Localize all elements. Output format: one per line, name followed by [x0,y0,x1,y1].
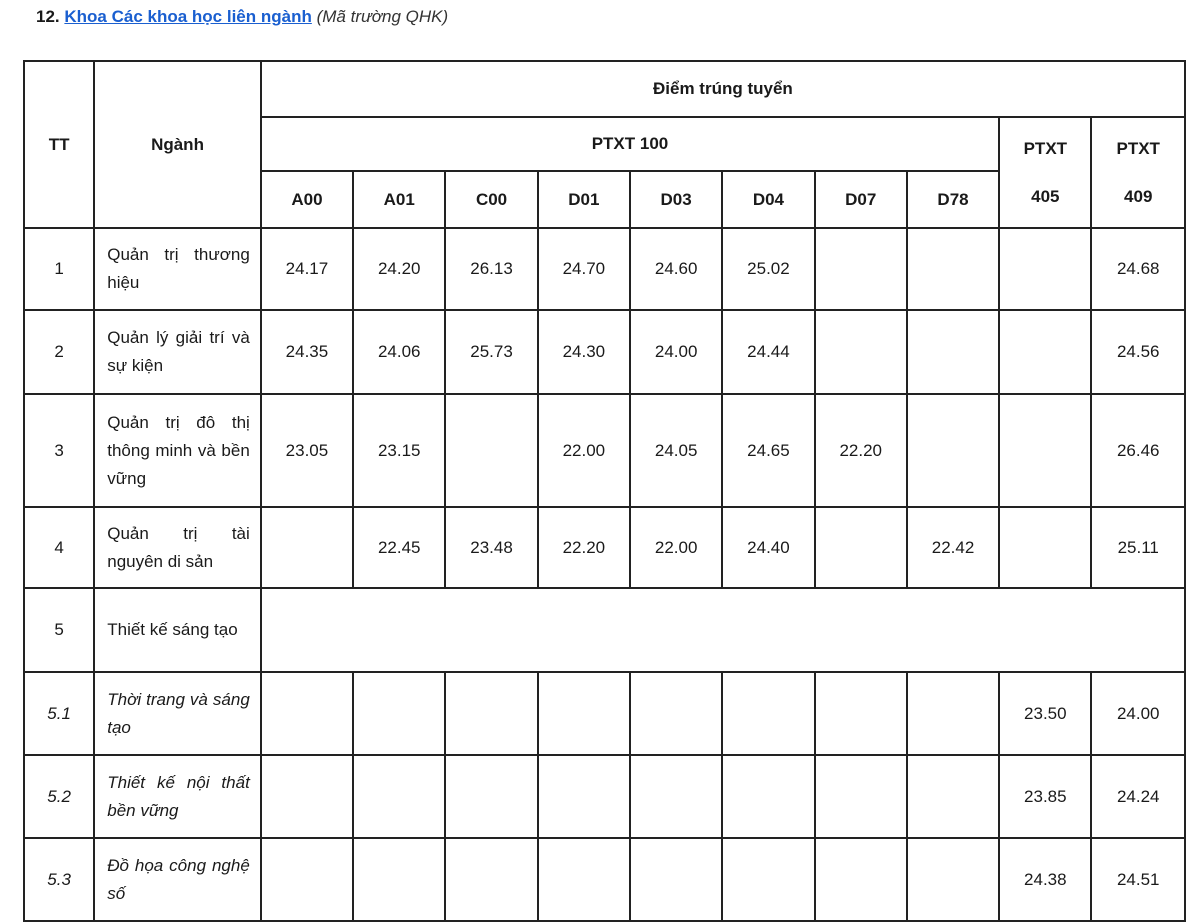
score-cell [907,310,999,394]
score-cell: 22.45 [353,507,445,588]
score-cell [261,838,353,921]
score-cell [907,672,999,755]
score-cell [261,672,353,755]
score-cell: 24.44 [722,310,814,394]
score-cell: 23.85 [999,755,1091,838]
score-cell: 24.70 [538,228,630,310]
score-cell: 23.05 [261,394,353,507]
score-cell: 24.20 [353,228,445,310]
header-combo-d07: D07 [815,171,907,228]
score-cell: 25.11 [1091,507,1185,588]
header-combo-d03: D03 [630,171,722,228]
score-cell [353,672,445,755]
score-cell [722,755,814,838]
score-cell [815,672,907,755]
score-cell [445,672,537,755]
score-cell: 22.00 [630,507,722,588]
score-cell: 24.38 [999,838,1091,921]
row-number: 5.1 [24,672,94,755]
score-cell: 24.30 [538,310,630,394]
header-combo-a00: A00 [261,171,353,228]
header-ptxt405 [999,117,1091,228]
score-cell: 23.48 [445,507,537,588]
score-cell: 22.00 [538,394,630,507]
header-ptxt409-top: PTXT [1116,138,1160,158]
score-cell: 24.17 [261,228,353,310]
score-cell [353,755,445,838]
table-row [24,838,1185,921]
table-row [24,394,1185,507]
table-row [24,228,1185,310]
score-cell: 24.40 [722,507,814,588]
score-cell: 24.65 [722,394,814,507]
score-cell: 24.00 [630,310,722,394]
score-cell [815,755,907,838]
score-cell: 23.50 [999,672,1091,755]
score-cell: 26.46 [1091,394,1185,507]
major-name: Quản trị đô thị thông minh và bền vững [94,394,261,507]
score-cell [999,228,1091,310]
score-cell: 24.05 [630,394,722,507]
row-number: 3 [24,394,94,507]
score-cell [722,672,814,755]
header-major: Ngành [94,61,261,228]
table-row [24,755,1185,838]
score-cell [999,310,1091,394]
header-ptxt405-top: PTXT [1023,138,1068,158]
score-cell: 22.20 [538,507,630,588]
score-cell [907,755,999,838]
header-score-group: Điểm trúng tuyển [261,61,1185,117]
score-cell [815,507,907,588]
score-cell: 22.20 [815,394,907,507]
row-number: 4 [24,507,94,588]
score-cell: 24.24 [1091,755,1185,838]
score-cell: 22.42 [907,507,999,588]
score-cell: 24.00 [1091,672,1185,755]
section-heading [36,6,448,28]
score-cell: 24.68 [1091,228,1185,310]
header-combo-d01: D01 [538,171,630,228]
header-ptxt409-bottom: 409 [1124,186,1153,206]
table-row [24,310,1185,394]
table-row [24,507,1185,588]
row-number: 5.3 [24,838,94,921]
header-combo-d78: D78 [907,171,999,228]
score-cell [999,394,1091,507]
header-ptxt405-bottom: 405 [1031,186,1060,206]
header-ptxt409 [1091,117,1185,228]
score-cell [907,838,999,921]
score-cell: 24.56 [1091,310,1185,394]
row-number: 1 [24,228,94,310]
major-name: Quản lý giải trí và sự kiện [94,310,261,394]
header-ptxt100: PTXT 100 [261,117,999,171]
table-row [24,672,1185,755]
score-cell: 24.06 [353,310,445,394]
score-cell: 24.51 [1091,838,1185,921]
score-cell [538,838,630,921]
score-cell [538,755,630,838]
score-cell [722,838,814,921]
header-combo-a01: A01 [353,171,445,228]
major-name: Quản trị thương hiệu [94,228,261,310]
major-name: Đồ họa công nghệ số [94,838,261,921]
major-name: Thiết kế sáng tạo [94,588,261,672]
score-cell [999,507,1091,588]
score-cell: 24.60 [630,228,722,310]
merged-empty-cell [261,588,1185,672]
score-cell [445,838,537,921]
section-number: 12. [36,7,60,26]
header-combo-c00: C00 [445,171,537,228]
score-cell: 23.15 [353,394,445,507]
score-cell [815,310,907,394]
score-cell: 25.02 [722,228,814,310]
score-cell [353,838,445,921]
score-cell [445,755,537,838]
major-name: Thiết kế nội thất bền vững [94,755,261,838]
score-cell [907,394,999,507]
score-cell: 25.73 [445,310,537,394]
score-cell [815,228,907,310]
score-cell: 26.13 [445,228,537,310]
row-number: 2 [24,310,94,394]
score-cell [630,838,722,921]
score-cell [261,507,353,588]
school-code: (Mã trường QHK) [316,7,449,26]
header-combo-d04: D04 [722,171,814,228]
major-name: Thời trang và sáng tạo [94,672,261,755]
admission-scores-table [23,60,1186,922]
header-tt: TT [24,61,94,228]
score-cell [445,394,537,507]
score-cell [630,672,722,755]
table-row [24,588,1185,672]
score-cell [907,228,999,310]
score-cell [815,838,907,921]
score-cell: 24.35 [261,310,353,394]
major-name: Quản trị tài nguyên di sản [94,507,261,588]
score-cell [261,755,353,838]
score-cell [630,755,722,838]
row-number: 5.2 [24,755,94,838]
faculty-link[interactable]: Khoa Các khoa học liên ngành [64,7,312,26]
score-cell [538,672,630,755]
row-number: 5 [24,588,94,672]
